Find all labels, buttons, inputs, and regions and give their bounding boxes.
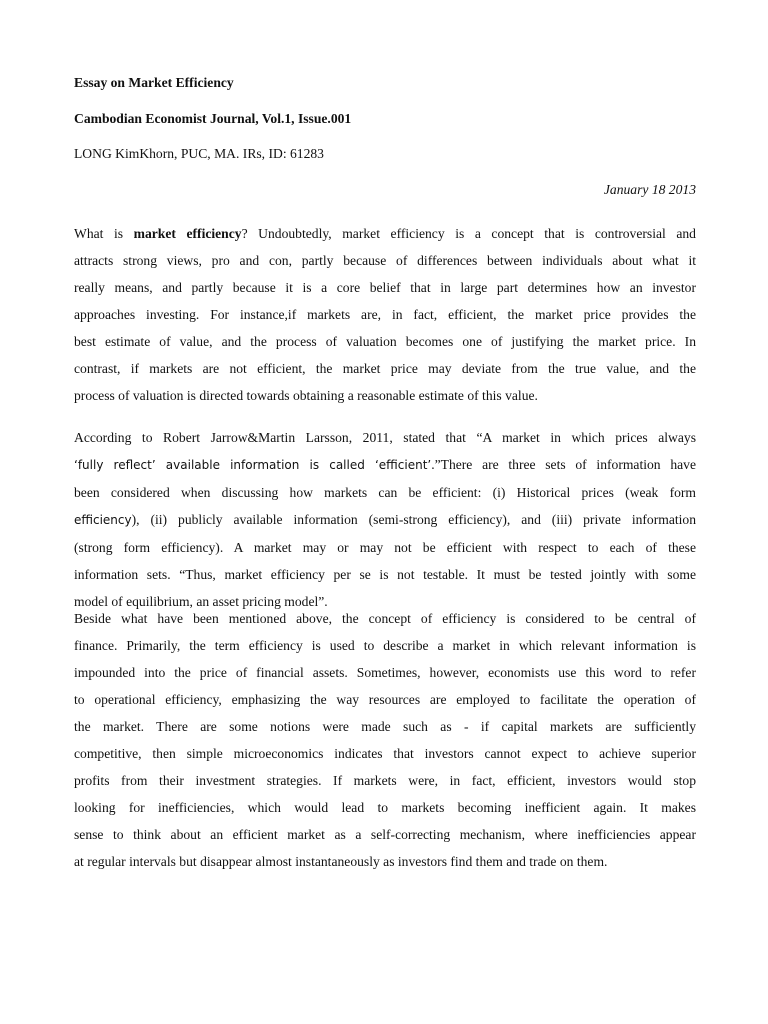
- text-run: ), (ii) publicly available information (semi-strong efficiency), and (iii) private information: [131, 512, 696, 527]
- paragraph-2: [74, 424, 696, 615]
- journal-citation: Cambodian Economist Journal, Vol.1, Issue.001: [74, 111, 352, 126]
- paragraph-line: at regular intervals but disappear almost instantaneously as investors find them and trade on them.: [74, 854, 608, 869]
- text-run: .”There are three sets of information have: [431, 457, 696, 472]
- essay-title: Essay on Market Efficiency: [74, 75, 234, 90]
- paragraph-line: profits from their investment strategies. If markets were, in fact, efficient, investors would stop: [74, 773, 696, 788]
- paragraph-line: best estimate of value, and the process of valuation becomes one of justifying the market price. In: [74, 334, 696, 349]
- paragraph-1: [74, 220, 696, 409]
- paragraph-3: [74, 605, 696, 875]
- paragraph-line: [74, 451, 696, 479]
- paragraph-line: looking for inefficiencies, which would lead to markets becoming inefficient again. It makes: [74, 800, 696, 815]
- paragraph-line: (strong form efficiency). A market may or may not be efficient with respect to each of these: [74, 540, 696, 555]
- quoted-definition: ‘fully reflect’ available information is called ‘efficient’: [74, 458, 432, 472]
- paragraph-line: been considered when discussing how markets can be efficient: (i) Historical prices (weak form: [74, 485, 696, 500]
- paragraph-line: finance. Primarily, the term efficiency is used to describe a market in which relevant information is: [74, 638, 696, 653]
- author-line: LONG KimKhorn, PUC, MA. IRs, ID: 61283: [74, 146, 324, 161]
- paragraph-line: the market. There are some notions were made such as - if capital markets are sufficiently: [74, 719, 696, 734]
- paragraph-line: approaches investing. For instance,if markets are, in fact, efficient, the market price provides the: [74, 307, 696, 322]
- paragraph-line: [74, 220, 696, 247]
- paragraph-line: sense to think about an efficient market as a self-correcting mechanism, where inefficiencies appear: [74, 827, 696, 842]
- paragraph-line: According to Robert Jarrow&Martin Larsson, 2011, stated that “A market in which prices always: [74, 430, 696, 445]
- essay-date: January 18 2013: [603, 182, 696, 197]
- paragraph-line: [74, 506, 696, 534]
- paragraph-line: impounded into the price of financial assets. Sometimes, however, economists use this word to refer: [74, 665, 696, 680]
- bold-term: market efficiency: [133, 226, 242, 241]
- paragraph-line: really means, and partly because it is a core belief that in large part determines how an investor: [74, 280, 696, 295]
- text-run: What is: [74, 226, 134, 241]
- paragraph-line: competitive, then simple microeconomics indicates that investors cannot expect to achieve superior: [74, 746, 696, 761]
- paragraph-line: model of equilibrium, an asset pricing model”.: [74, 594, 328, 609]
- text-run: efficiency: [74, 513, 132, 527]
- paragraph-line: attracts strong views, pro and con, partly because of differences between individuals about what it: [74, 253, 696, 268]
- text-run: ? Undoubtedly, market efficiency is a concept that is controversial and: [241, 226, 696, 241]
- paragraph-line: contrast, if markets are not efficient, the market price may deviate from the true value, and the: [74, 361, 696, 376]
- paragraph-line: Beside what have been mentioned above, the concept of efficiency is considered to be central of: [74, 611, 696, 626]
- paragraph-line: information sets. “Thus, market efficiency per se is not testable. It must be tested jointly with some: [74, 567, 696, 582]
- paragraph-line: process of valuation is directed towards obtaining a reasonable estimate of this value.: [74, 388, 538, 403]
- paragraph-line: to operational efficiency, emphasizing the way resources are employed to facilitate the operation of: [74, 692, 696, 707]
